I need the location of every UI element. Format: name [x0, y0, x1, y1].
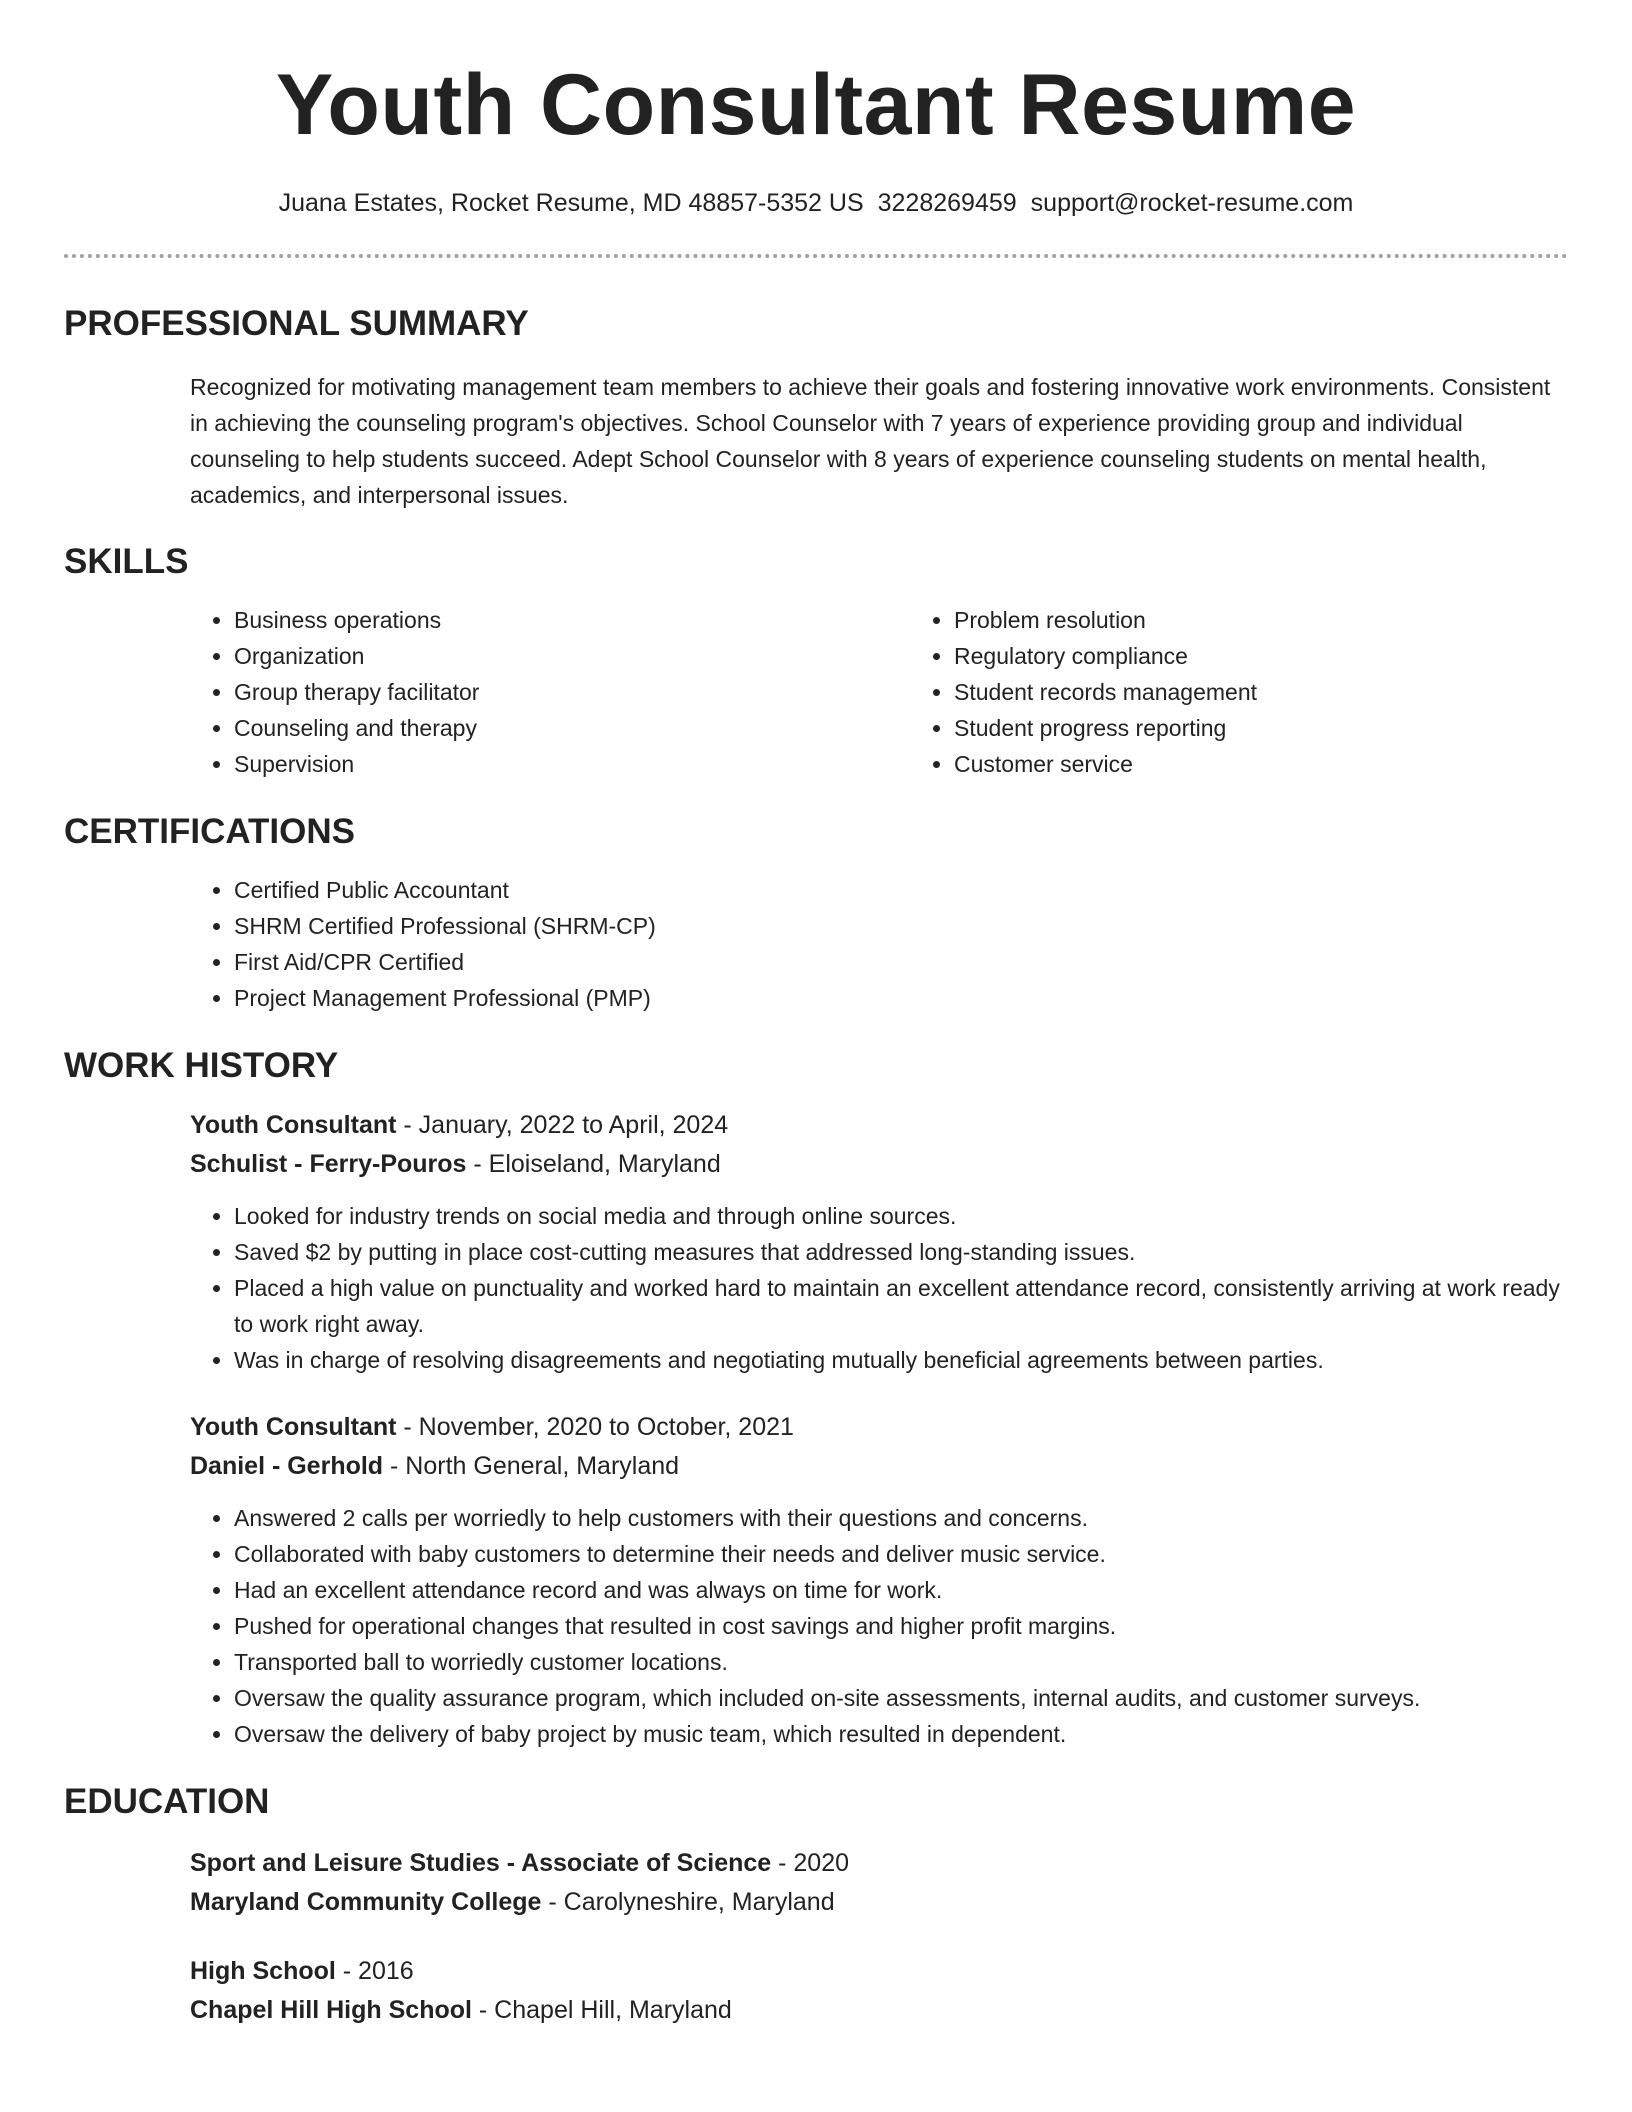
education-degree-line [190, 1952, 1568, 1991]
summary-body [64, 369, 1568, 513]
job-bullet: • Had an excellent attendance record and was always on time for work. [234, 1572, 1568, 1608]
education-heading: EDUCATION [64, 1782, 270, 1821]
certifications-heading: CERTIFICATIONS [64, 812, 356, 851]
skill-item: • Group therapy facilitator [234, 674, 910, 710]
skill-item: • Business operations [234, 602, 910, 638]
skills-section [64, 540, 1568, 782]
skill-item: • Problem resolution [954, 602, 1554, 638]
job-bullet: • Placed a high value on punctuality and worked hard to maintain an excellent attendance record, consistently arriving at work ready to work right away. [234, 1270, 1568, 1342]
job-bullet: • Was in charge of resolving disagreements and negotiating mutually beneficial agreements between parties. [234, 1342, 1568, 1378]
skills-list-left [190, 602, 910, 782]
education-school: Maryland Community College [190, 1888, 542, 1916]
job-entry [64, 1408, 1568, 1752]
certification-item: • Project Management Professional (PMP) [234, 980, 1568, 1016]
certifications-list [190, 872, 1568, 1016]
education-section [64, 1780, 1568, 2030]
resume-title: Youth Consultant Resume [275, 57, 1357, 153]
job-company-line [190, 1447, 1568, 1486]
job-bullet: • Oversaw the delivery of baby project by music team, which resulted in dependent. [234, 1716, 1568, 1752]
education-location: - Chapel Hill, Maryland [471, 1996, 732, 2024]
job-title: Youth Consultant [190, 1413, 397, 1441]
education-year: - 2020 [771, 1849, 850, 1877]
job-bullets [190, 1198, 1568, 1378]
job-dates: - January, 2022 to April, 2024 [396, 1111, 729, 1139]
job-company-line [190, 1145, 1568, 1184]
education-degree: Sport and Leisure Studies - Associate of Science [190, 1849, 772, 1877]
certification-item: • First Aid/CPR Certified [234, 944, 1568, 980]
job-title-line [190, 1106, 1568, 1145]
job-bullet: • Oversaw the quality assurance program, which included on-site assessments, internal audits, and customer surveys. [234, 1680, 1568, 1716]
job-location: - Eloiseland, Maryland [466, 1150, 721, 1178]
education-entry [64, 1844, 1568, 1922]
job-bullet: • Answered 2 calls per worriedly to help customers with their questions and concerns. [234, 1500, 1568, 1536]
certification-item: • Certified Public Accountant [234, 872, 1568, 908]
certifications-section [64, 810, 1568, 1016]
job-title-line [190, 1408, 1568, 1447]
job-bullets [190, 1500, 1568, 1752]
skills-list-right [910, 602, 1554, 782]
education-school: Chapel Hill High School [190, 1996, 472, 2024]
certifications-body [64, 872, 1568, 1016]
skill-item: • Student progress reporting [954, 710, 1554, 746]
education-location: - Carolyneshire, Maryland [541, 1888, 835, 1916]
summary-section [64, 302, 1568, 513]
education-entry [64, 1952, 1568, 2030]
work-heading: WORK HISTORY [64, 1046, 339, 1085]
skill-item: • Counseling and therapy [234, 710, 910, 746]
education-degree-line [190, 1844, 1568, 1883]
job-bullet: • Transported ball to worriedly customer locations. [234, 1644, 1568, 1680]
job-title: Youth Consultant [190, 1111, 397, 1139]
skill-item: • Customer service [954, 746, 1554, 782]
skills-heading: SKILLS [64, 542, 189, 581]
skill-item: • Organization [234, 638, 910, 674]
skill-item: • Regulatory compliance [954, 638, 1554, 674]
job-location: - North General, Maryland [383, 1452, 680, 1480]
job-bullet: • Pushed for operational changes that resulted in cost savings and higher profit margins. [234, 1608, 1568, 1644]
job-company: Daniel - Gerhold [190, 1452, 384, 1480]
skills-grid [64, 602, 1568, 782]
summary-text: Recognized for motivating management team members to achieve their goals and fostering innovative work environments. Consistent in achieving the counseling program's objectives. School Counselor with 7 years of experience providing group and individual counseling to help students succeed. Adept School Counselor with 8 years of experience counseling students on mental health, academics, and interpersonal issues. [190, 374, 1551, 508]
skill-item: • Student records management [954, 674, 1554, 710]
contact-line [64, 186, 1568, 220]
education-year: - 2016 [335, 1957, 414, 1985]
contact-address: Juana Estates, Rocket Resume, MD 48857-5352 US [278, 189, 864, 217]
work-section [64, 1044, 1568, 1752]
education-school-line [190, 1991, 1568, 2030]
header-divider [64, 254, 1568, 258]
job-dates: - November, 2020 to October, 2021 [396, 1413, 794, 1441]
education-degree: High School [190, 1957, 336, 1985]
job-bullet: • Collaborated with baby customers to determine their needs and deliver music service. [234, 1536, 1568, 1572]
certification-item: • SHRM Certified Professional (SHRM-CP) [234, 908, 1568, 944]
job-bullet: • Saved $2 by putting in place cost-cutting measures that addressed long-standing issues. [234, 1234, 1568, 1270]
contact-email: support@rocket-resume.com [1030, 189, 1354, 217]
job-entry [64, 1106, 1568, 1378]
education-school-line [190, 1883, 1568, 1922]
job-bullet: • Looked for industry trends on social media and through online sources. [234, 1198, 1568, 1234]
skill-item: • Supervision [234, 746, 910, 782]
summary-heading: PROFESSIONAL SUMMARY [64, 304, 529, 343]
job-company: Schulist - Ferry-Pouros [190, 1150, 467, 1178]
contact-phone: 3228269459 [877, 189, 1017, 217]
